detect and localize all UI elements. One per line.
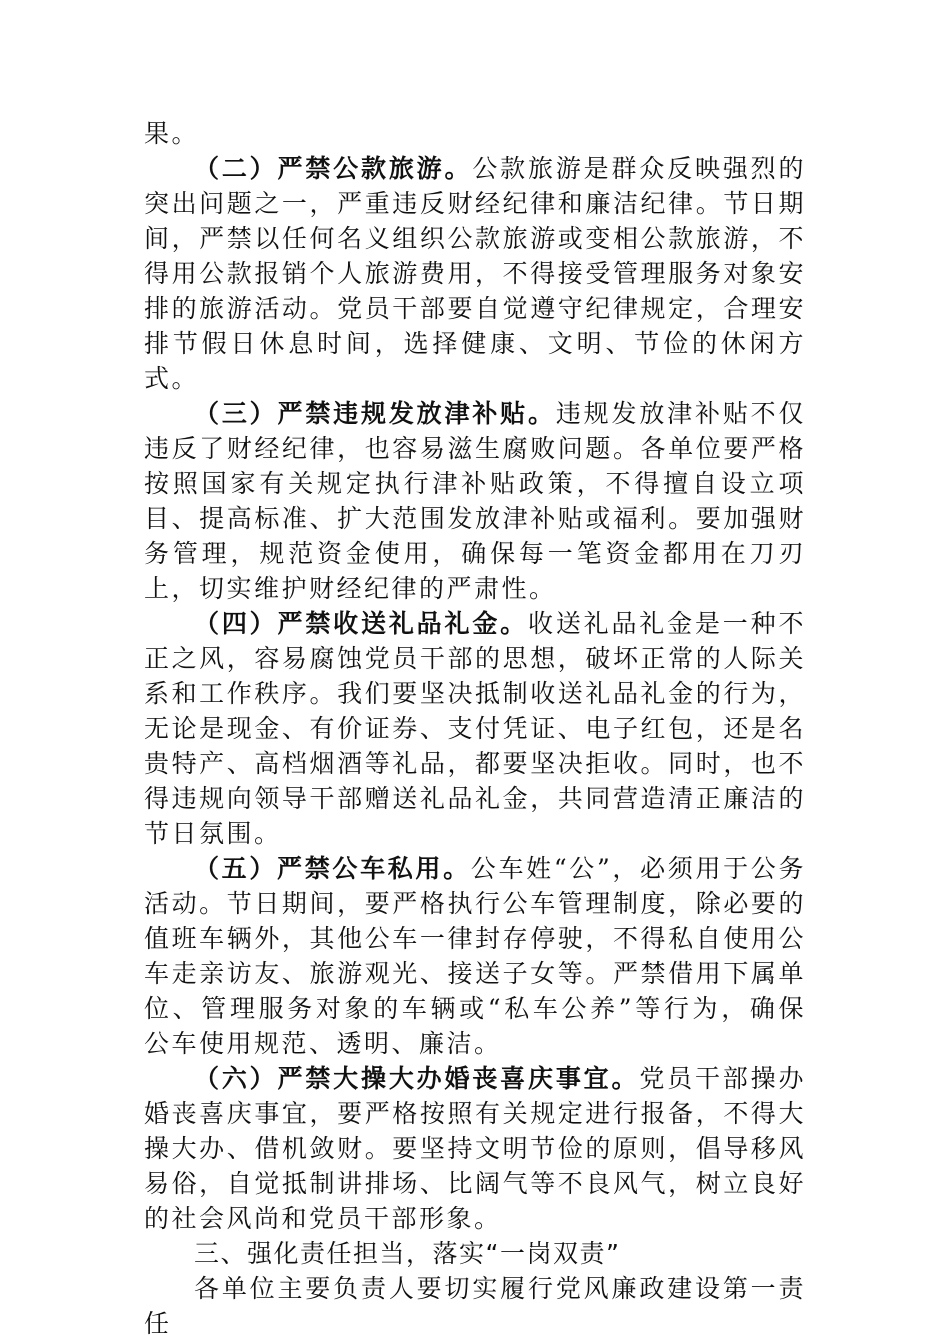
paragraph-allowances <box>144 396 806 606</box>
paragraph-body: 公款旅游是群众反映强烈的突出问题之一，严重违反财经纪律和廉洁纪律。节日期间，严禁以任何名义组织公款旅游或变相公款旅游，不得用公款报销个人旅游费用，不得接受管理服务对象安排的旅游活动。党员干部要自觉遵守纪律规定，合理安排节假日休息时间，选择健康、文明、节俭的休闲方式。 <box>144 154 806 393</box>
paragraph-lead: （二）严禁公款旅游。 <box>194 154 473 183</box>
document-body <box>144 116 806 1341</box>
paragraph-public-travel <box>144 151 806 396</box>
paragraph-lead: （五）严禁公车私用。 <box>194 854 471 883</box>
section-heading: 三、强化责任担当，落实“一岗双责” <box>194 1239 621 1268</box>
paragraph-body: 收送礼品礼金是一种不正之风，容易腐蚀党员干部的思想，破坏正常的人际关系和工作秩序。我们要坚决抵制收送礼品礼金的行为，无论是现金、有价证券、支付凭证、电子红包，还是名贵特产、高档烟酒等礼品，都要坚决拒收。同时，也不得违规向领导干部赠送礼品礼金，共同营造清正廉洁的节日氛围。 <box>144 609 806 848</box>
paragraph-official-cars <box>144 851 806 1061</box>
final-paragraph: 各单位主要负责人要切实履行党风廉政建设第一责任 <box>144 1274 806 1338</box>
paragraph-lead: （三）严禁违规发放津补贴。 <box>194 399 556 428</box>
paragraph-ceremonies <box>144 1061 806 1236</box>
paragraph-body: 党员干部操办婚丧喜庆事宜，要严格按照有关规定进行报备，不得大操大办、借机敛财。要坚持文明节俭的原则，倡导移风易俗，自觉抵制讲排场、比阔气等不良风气，树立良好的社会风尚和党员干部形象。 <box>144 1064 806 1233</box>
paragraph-lead: （六）严禁大操大办婚丧喜庆事宜。 <box>194 1064 640 1093</box>
paragraph-gifts <box>144 606 806 851</box>
paragraph-lead: （四）严禁收送礼品礼金。 <box>194 609 528 638</box>
paragraph-body: 公车姓“公”，必须用于公务活动。节日期间，要严格执行公车管理制度，除必要的值班车辆外，其他公车一律封存停驶，不得私自使用公车走亲访友、旅游观光、接送子女等。严禁借用下属单位、管理服务对象的车辆或“私车公养”等行为，确保公车使用规范、透明、廉洁。 <box>144 854 806 1058</box>
carryover-paragraph: 果。 <box>144 119 200 148</box>
paragraph-body: 违规发放津补贴不仅违反了财经纪律，也容易滋生腐败问题。各单位要严格按照国家有关规定执行津补贴政策，不得擅自设立项目、提高标准、扩大范围发放津补贴或福利。要加强财务管理，规范资金使用，确保每一笔资金都用在刀刃上，切实维护财经纪律的严肃性。 <box>144 399 806 603</box>
